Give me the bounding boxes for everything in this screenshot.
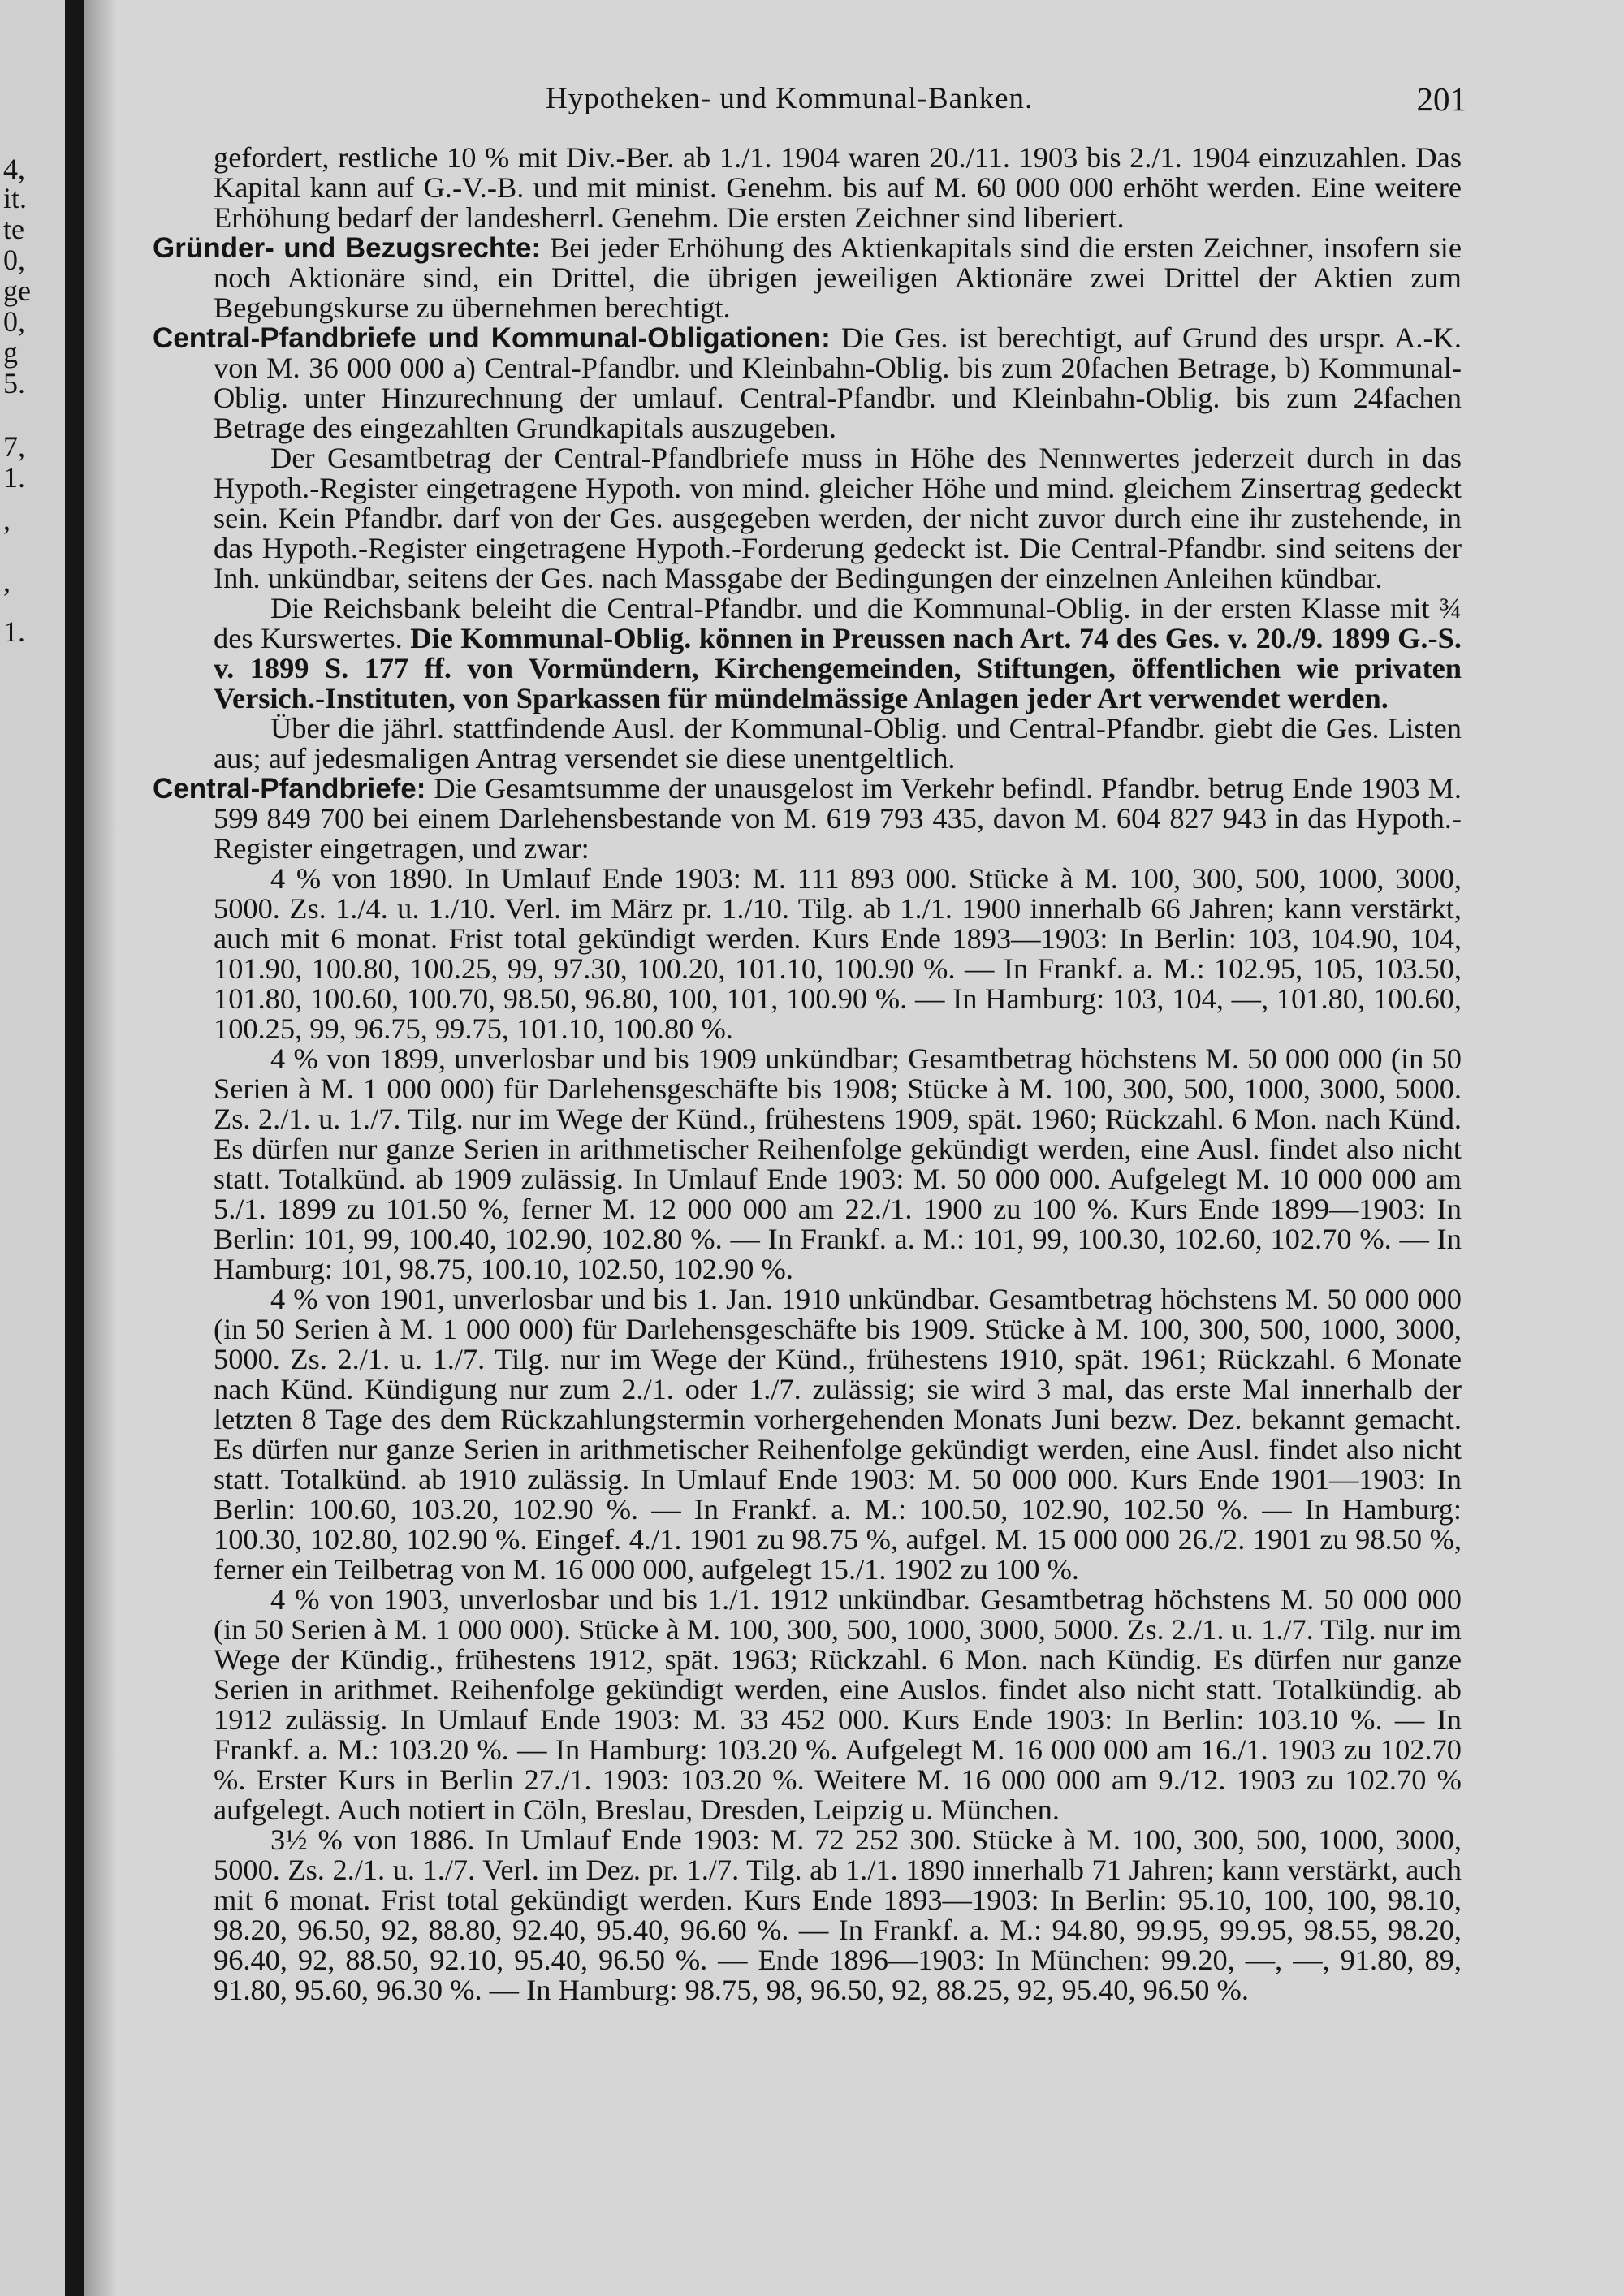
margin-fragment: ,	[3, 565, 11, 598]
paragraph-text: Bei jeder Erhöhung des Aktienkapitals sind die ersten Zeichner, insofern sie noch Aktionäre sind, ein Drittel, die übrigen jeweiligen Aktionäre zwei Drittel der Aktien zum Begebungskurse zu übernehmen berechtigt.	[214, 231, 1462, 324]
paragraph-issue-1901: 4 % von 1901, unverlosbar und bis 1. Jan. 1910 unkündbar. Gesamtbetrag höchstens M. 50 000 000 (in 50 Serien à M. 1 000 000) für Darlehensgeschäfte bis 1909. Stücke à M. 100, 300, 500, 1000, 3000, 5000. Zs. 2./1. u. 1./7. Tilg. nur im Wege der Künd., frühestens 1910, spät. 1961; Rückzahl. 6 Monate nach Künd. Kündigung nur zum 2./1. oder 1./7. zulässig; sie wird 3 mal, das erste Mal innerhalb der letzten 8 Tage des dem Rückzahlungstermin vorhergehenden Monats Juni bezw. Dez. bekannt gemacht. Es dürfen nur ganze Serien in arithmetischer Reihenfolge gekündigt werden, eine Ausl. findet also nicht statt. Totalkünd. ab 1910 zulässig. In Umlauf Ende 1903: M. 50 000 000. Kurs Ende 1901—1903: In Berlin: 100.60, 103.20, 102.90 %. — In Frankf. a. M.: 100.50, 102.90, 102.50 %. — In Hamburg: 100.30, 102.80, 102.90 %. Eingef. 4./1. 1901 zu 98.75 %, aufgel. M. 15 000 000 26./2. 1901 zu 98.50 %, ferner ein Teilbetrag von M. 16 000 000, aufgelegt 15./1. 1902 zu 100 %.	[214, 1283, 1462, 1586]
page-number: 201	[1416, 80, 1466, 118]
paragraph-text: Die Reichsbank beleiht die Central-Pfandbr. und die Kommunal-Oblig. in der ersten Klasse mit ¾ des Kurswertes.	[214, 592, 1462, 654]
paragraph-text: Die Ges. ist berechtigt, auf Grund des urspr. A.-K. von M. 36 000 000 a) Central-Pfandbr. und Kleinbahn-Oblig. bis zum 20fachen Betrage, b) Kommunal-Oblig. unter Hinzurechnung der umlauf. Central-Pfandbr. und Kleinbahn-Oblig. bis zum 24fachen Betrage des eingezahlten Grundkapitals auszugeben.	[214, 322, 1462, 444]
margin-fragment: te	[3, 213, 24, 245]
margin-fragment: 5.	[3, 367, 25, 399]
paragraph-reichsbank	[153, 593, 1462, 714]
paragraph-founder-rights	[153, 233, 1462, 323]
section-heading: Central-Pfandbriefe:	[153, 773, 426, 805]
paragraph-text: Die Gesamtsumme der unausgelost im Verkehr befindl. Pfandbr. betrug Ende 1903 M. 599 849 700 bei einem Darlehensbestande von M. 619 793 435, davon M. 604 827 943 in das Hypoth.-Register eingetragen, und zwar:	[214, 772, 1462, 865]
bold-statement: Die Kommunal-Oblig. können in Preussen nach Art. 74 des Ges. v. 20./9. 1899 G.-S. v. 1899 S. 177 ff. von Vormündern, Kirchengemeinden, Stiftungen, öffentlichen wie privaten Versich.-Instituten, von Sparkassen für mündelmässige Anlagen jeder Art verwendet werden.	[214, 622, 1462, 714]
margin-fragment: g	[3, 336, 18, 369]
paragraph-issue-1890: 4 % von 1890. In Umlauf Ende 1903: M. 111 893 000. Stücke à M. 100, 300, 500, 1000, 3000, 5000. Zs. 1./4. u. 1./10. Verl. im März pr. 1./10. Tilg. ab 1./1. 1900 innerhalb 66 Jahren; kann verstärkt, auch mit 6 monat. Frist total gekündigt werden. Kurs Ende 1893—1903: In Berlin: 103, 104.90, 104, 101.90, 100.80, 100.25, 99, 97.30, 100.20, 101.10, 100.90 %. — In Frankf. a. M.: 102.95, 105, 103.50, 101.80, 100.60, 100.70, 98.50, 96.80, 100, 101, 100.90 %. — In Hamburg: 103, 104, —, 101.80, 100.60, 100.25, 99, 96.75, 99.75, 101.10, 100.80 %.	[214, 862, 1462, 1045]
section-heading: Central-Pfandbriefe und Kommunal-Obligationen:	[153, 322, 831, 354]
margin-fragment: 0,	[3, 244, 25, 276]
paragraph-issue-1886: 3½ % von 1886. In Umlauf Ende 1903: M. 72 252 300. Stücke à M. 100, 300, 500, 1000, 3000, 5000. Zs. 2./1. u. 1./7. Verl. im Dez. pr. 1./7. Tilg. ab 1./1. 1890 innerhalb 71 Jahren; kann verstärkt, auch mit 6 monat. Frist total gekündigt werden. Kurs Ende 1893—1903: In Berlin: 95.10, 100, 100, 98.10, 98.20, 96.50, 92, 88.80, 92.40, 95.40, 96.60 %. — In Frankf. a. M.: 94.80, 99.95, 99.95, 98.55, 98.20, 96.40, 92, 88.50, 92.10, 95.40, 96.50 %. — Ende 1896—1903: In München: 99.20, —, —, 91.80, 89, 91.80, 95.60, 96.30 %. — In Hamburg: 98.75, 98, 96.50, 92, 88.25, 92, 95.40, 96.50 %.	[214, 1823, 1462, 2006]
margin-fragment: it.	[3, 182, 28, 214]
running-head: Hypotheken- und Kommunal-Banken.	[546, 82, 1034, 115]
page-body	[153, 143, 1462, 2005]
margin-fragment: ,	[3, 503, 11, 536]
facing-page-edge	[0, 0, 65, 2296]
margin-fragment: ge	[3, 274, 31, 307]
margin-fragment: 4,	[3, 153, 25, 185]
paragraph-drawing-lists: Über die jährl. stattfindende Ausl. der Kommunal-Oblig. und Central-Pfandbr. giebt die Ges. Listen aus; auf jedesmaligen Antrag versendet sie diese unentgeltlich.	[214, 712, 1462, 775]
margin-fragment: 1.	[3, 461, 25, 494]
paragraph-pfandbriefe-overview	[153, 323, 1462, 443]
paragraph-coverage: Der Gesamtbetrag der Central-Pfandbriefe muss in Höhe des Nennwertes jederzeit durch in das Hypoth.-Register eingetragene Hypoth. von mind. gleicher Höhe und mind. gleichem Zinsertrag gedeckt sein. Kein Pfandbr. darf von der Ges. ausgegeben werden, der nicht zuvor durch eine ihr zustehende, in das Hypoth.-Register eingetragene Hypoth.-Forderung gedeckt ist. Die Central-Pfandbr. sind seitens der Inh. unkündbar, seitens der Ges. nach Massgabe der Bedingungen der einzelnen Anleihen kündbar.	[214, 442, 1462, 594]
paragraph-issue-1903: 4 % von 1903, unverlosbar und bis 1./1. 1912 unkündbar. Gesamtbetrag höchstens M. 50 000 000 (in 50 Serien à M. 1 000 000). Stücke à M. 100, 300, 500, 1000, 3000, 5000. Zs. 2./1. u. 1./7. Tilg. nur im Wege der Kündig., frühestens 1912, spät. 1963; Rückzahl. 6 Mon. nach Kündig. Es dürfen nur ganze Serien in arithmet. Reihenfolge gekündigt werden, eine Auslos. findet also nicht statt. Totalkündig. ab 1912 zulässig. In Umlauf Ende 1903: M. 33 452 000. Kurs Ende 1903: In Berlin: 103.10 %. — In Frankf. a. M.: 103.20 %. — In Hamburg: 103.20 %. Aufgelegt M. 16 000 000 am 16./1. 1903 zu 102.70 %. Erster Kurs in Berlin 27./1. 1903: 103.20 %. Weitere M. 16 000 000 am 9./12. 1903 zu 102.70 % aufgelegt. Auch notiert in Cöln, Breslau, Dresden, Leipzig u. München.	[214, 1583, 1462, 1826]
gutter-gradient	[84, 0, 117, 2296]
paragraph-central-pfandbriefe	[153, 774, 1462, 864]
margin-fragment: 0,	[3, 305, 25, 338]
paragraph-issue-1899: 4 % von 1899, unverlosbar und bis 1909 unkündbar; Gesamtbetrag höchstens M. 50 000 000 (in 50 Serien à M. 1 000 000) für Darlehensgeschäfte bis 1908; Stücke à M. 100, 300, 500, 1000, 3000, 5000. Zs. 2./1. u. 1./7. Tilg. nur im Wege der Künd., frühestens 1909, spät. 1960; Rückzahl. 6 Mon. nach Künd. Es dürfen nur ganze Serien in arithmetischer Reihenfolge gekündigt werden, eine Ausl. findet also nicht statt. Totalkünd. ab 1909 zulässig. In Umlauf Ende 1903: M. 50 000 000. Aufgelegt M. 10 000 000 am 5./1. 1899 zu 101.50 %, ferner M. 12 000 000 am 22./1. 1900 zu 100 %. Kurs Ende 1899—1903: In Berlin: 101, 99, 100.40, 102.90, 102.80 %. — In Frankf. a. M.: 101, 99, 100.30, 102.60, 102.70 %. — In Hamburg: 101, 98.75, 100.10, 102.50, 102.90 %.	[214, 1042, 1462, 1285]
margin-fragment: 7,	[3, 430, 25, 463]
paragraph-capital: gefordert, restliche 10 % mit Div.-Ber. ab 1./1. 1904 waren 20./11. 1903 bis 2./1. 1904 einzuzahlen. Das Kapital kann auf G.-V.-B. und mit minist. Genehm. bis auf M. 60 000 000 erhöht werden. Eine weitere Erhöhung bedarf der landesherrl. Genehm. Die ersten Zeichner sind liberiert.	[214, 141, 1462, 234]
margin-fragment: 1.	[3, 615, 25, 648]
section-heading: Gründer- und Bezugsrechte:	[153, 232, 542, 264]
book-spine-shadow	[65, 0, 84, 2296]
